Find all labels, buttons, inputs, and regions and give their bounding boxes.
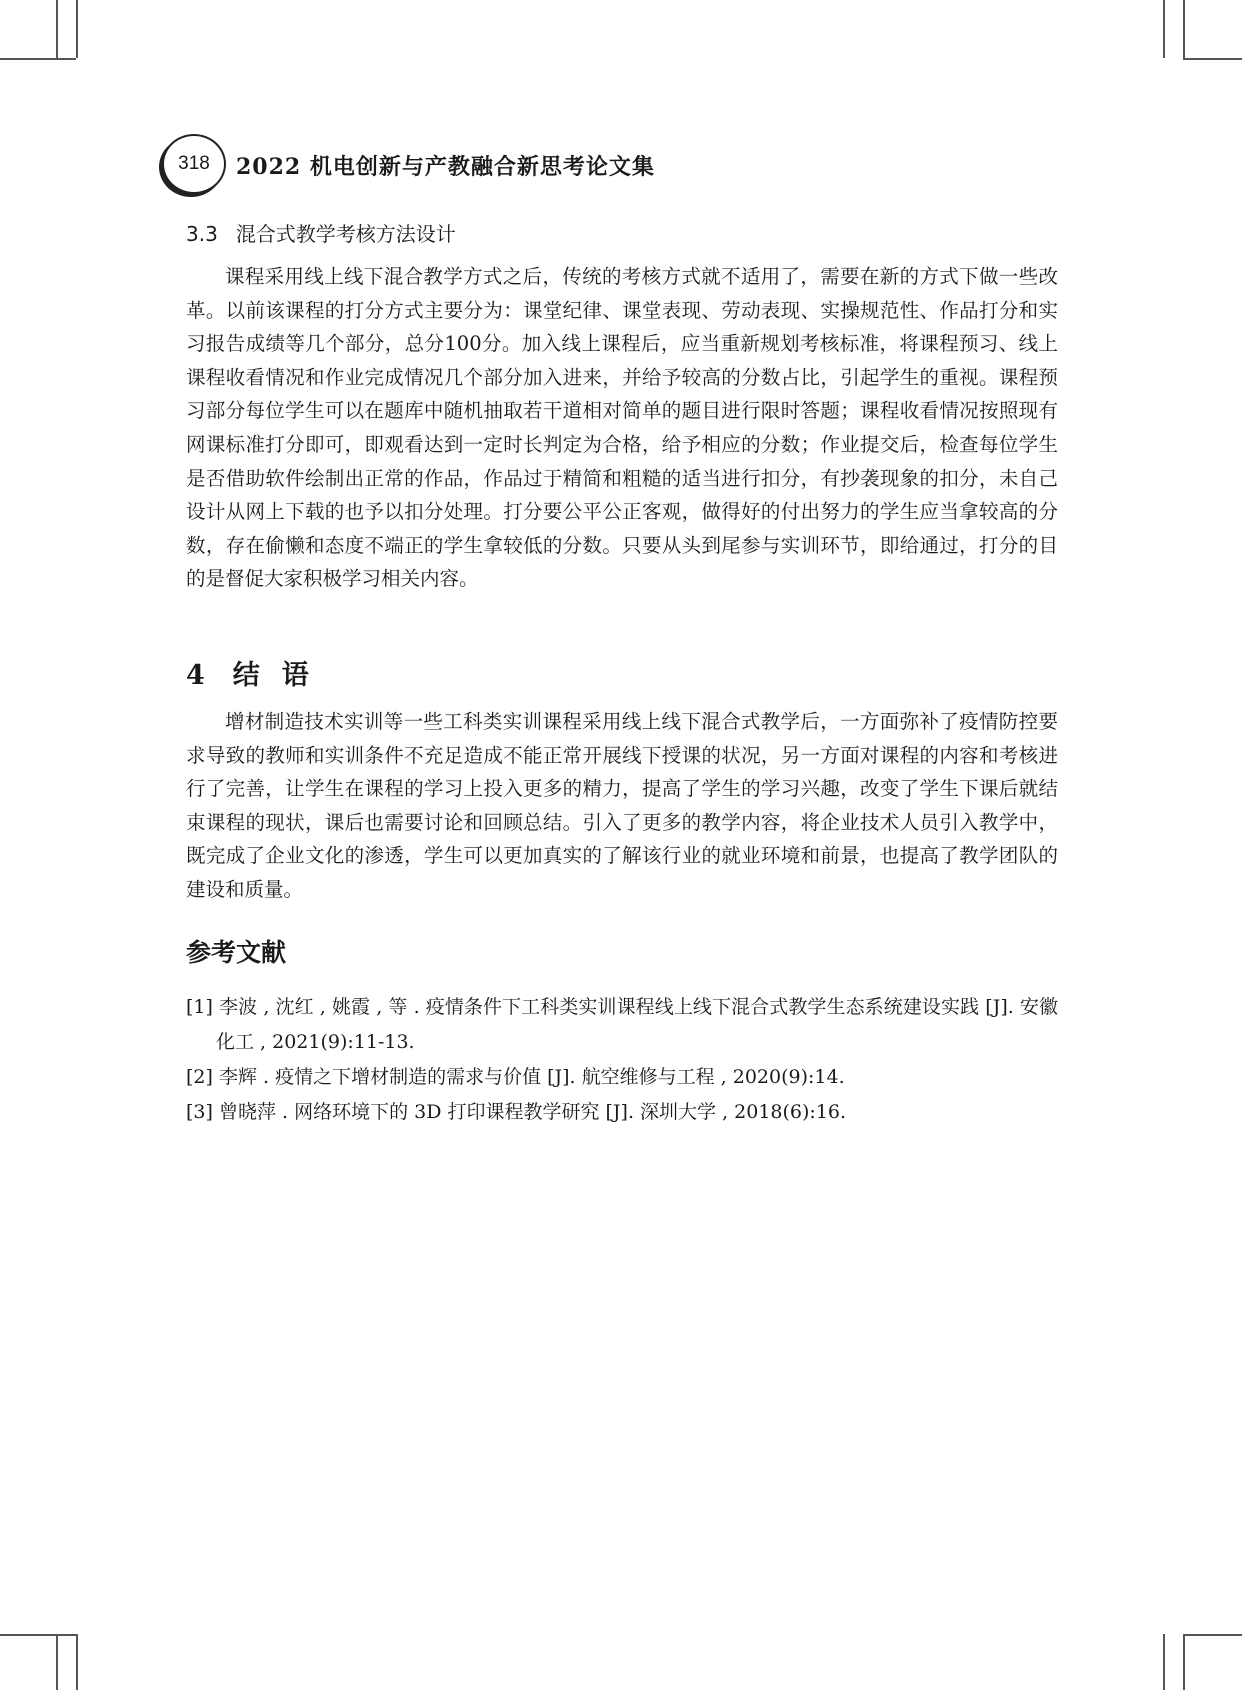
crop-mark xyxy=(1163,1634,1165,1690)
subsection-paragraph: 课程采用线上线下混合教学方式之后，传统的考核方式就不适用了，需要在新的方式下做一些改革。以前该课程的打分方式主要分为：课堂纪律、课堂表现、劳动表现、实操规范性、作品打分和实习报告成绩等几个部分，总分100分。加入线上课程后，应当重新规划考核标准，将课程预习、线上课程收看情况和作业完成情况几个部分加入进来，并给予较高的分数占比，引起学生的重视。课程预习部分每位学生可以在题库中随机抽取若干道相对简单的题目进行限时答题；课程收看情况按照现有网课标准打分即可，即观看达到一定时长判定为合格，给予相应的分数；作业提交后，检查每位学生是否借助软件绘制出正常的作品，作品过于精简和粗糙的适当进行扣分，有抄袭现象的扣分，未自己设计从网上下载的也予以扣分处理。打分要公平公正客观，做得好的付出努力的学生应当拿较高的分数，存在偷懒和态度不端正的学生拿较低的分数。只要从头到尾参与实训环节，即给通过，打分的目的是督促大家积极学习相关内容。 xyxy=(186,265,1058,591)
crop-mark xyxy=(0,1634,76,1636)
crop-mark xyxy=(76,0,78,58)
crop-mark xyxy=(1183,58,1242,60)
page-number: 318 xyxy=(162,134,226,194)
section-title: 结语 xyxy=(232,660,331,691)
subsection-title: 混合式教学考核方法设计 xyxy=(235,222,456,246)
running-title: 2022 机电创新与产教融合新思考论文集 xyxy=(236,154,655,180)
reference-item: [2] 李辉 . 疫情之下增材制造的需求与价值 [J]. 航空维修与工程 , 2020(9):14. xyxy=(186,1066,845,1088)
reference-item: [3] 曾晓萍 . 网络环境下的 3D 打印课程教学研究 [J]. 深圳大学 , 2018(6):16. xyxy=(186,1101,847,1123)
section-paragraph: 增材制造技术实训等一些工科类实训课程采用线上线下混合式教学后，一方面弥补了疫情防控要求导致的教师和实训条件不充足造成不能正常开展线下授课的状况，另一方面对课程的内容和考核进行了完善，让学生在课程的学习上投入更多的精力，提高了学生的学习兴趣，改变了学生下课后就结束课程的现状，课后也需要讨论和回顾总结。引入了更多的教学内容，将企业技术人员引入教学中，既完成了企业文化的渗透，学生可以更加真实的了解该行业的就业环境和前景，也提高了教学团队的建设和质量。 xyxy=(186,710,1058,901)
crop-mark xyxy=(76,1634,78,1690)
crop-mark xyxy=(56,0,58,58)
reference-list xyxy=(186,990,1058,1130)
references-heading: 参考文献 xyxy=(186,938,287,967)
section-heading xyxy=(186,653,331,692)
subsection-number: 3.3 xyxy=(186,222,218,246)
crop-mark xyxy=(1183,0,1185,58)
crop-mark xyxy=(56,1634,58,1690)
page-header xyxy=(162,134,1062,194)
crop-mark xyxy=(0,58,76,60)
crop-mark xyxy=(1163,0,1165,58)
section-number: 4 xyxy=(186,660,205,691)
crop-mark xyxy=(1183,1634,1185,1690)
crop-mark xyxy=(1183,1634,1242,1636)
subsection-heading xyxy=(186,218,456,247)
reference-item: [1] 李波 , 沈红 , 姚霞 , 等 . 疫情条件下工科类实训课程线上线下混合式教学生态系统建设实践 [J]. 安徽化工 , 2021(9):11-13. xyxy=(186,996,1058,1053)
